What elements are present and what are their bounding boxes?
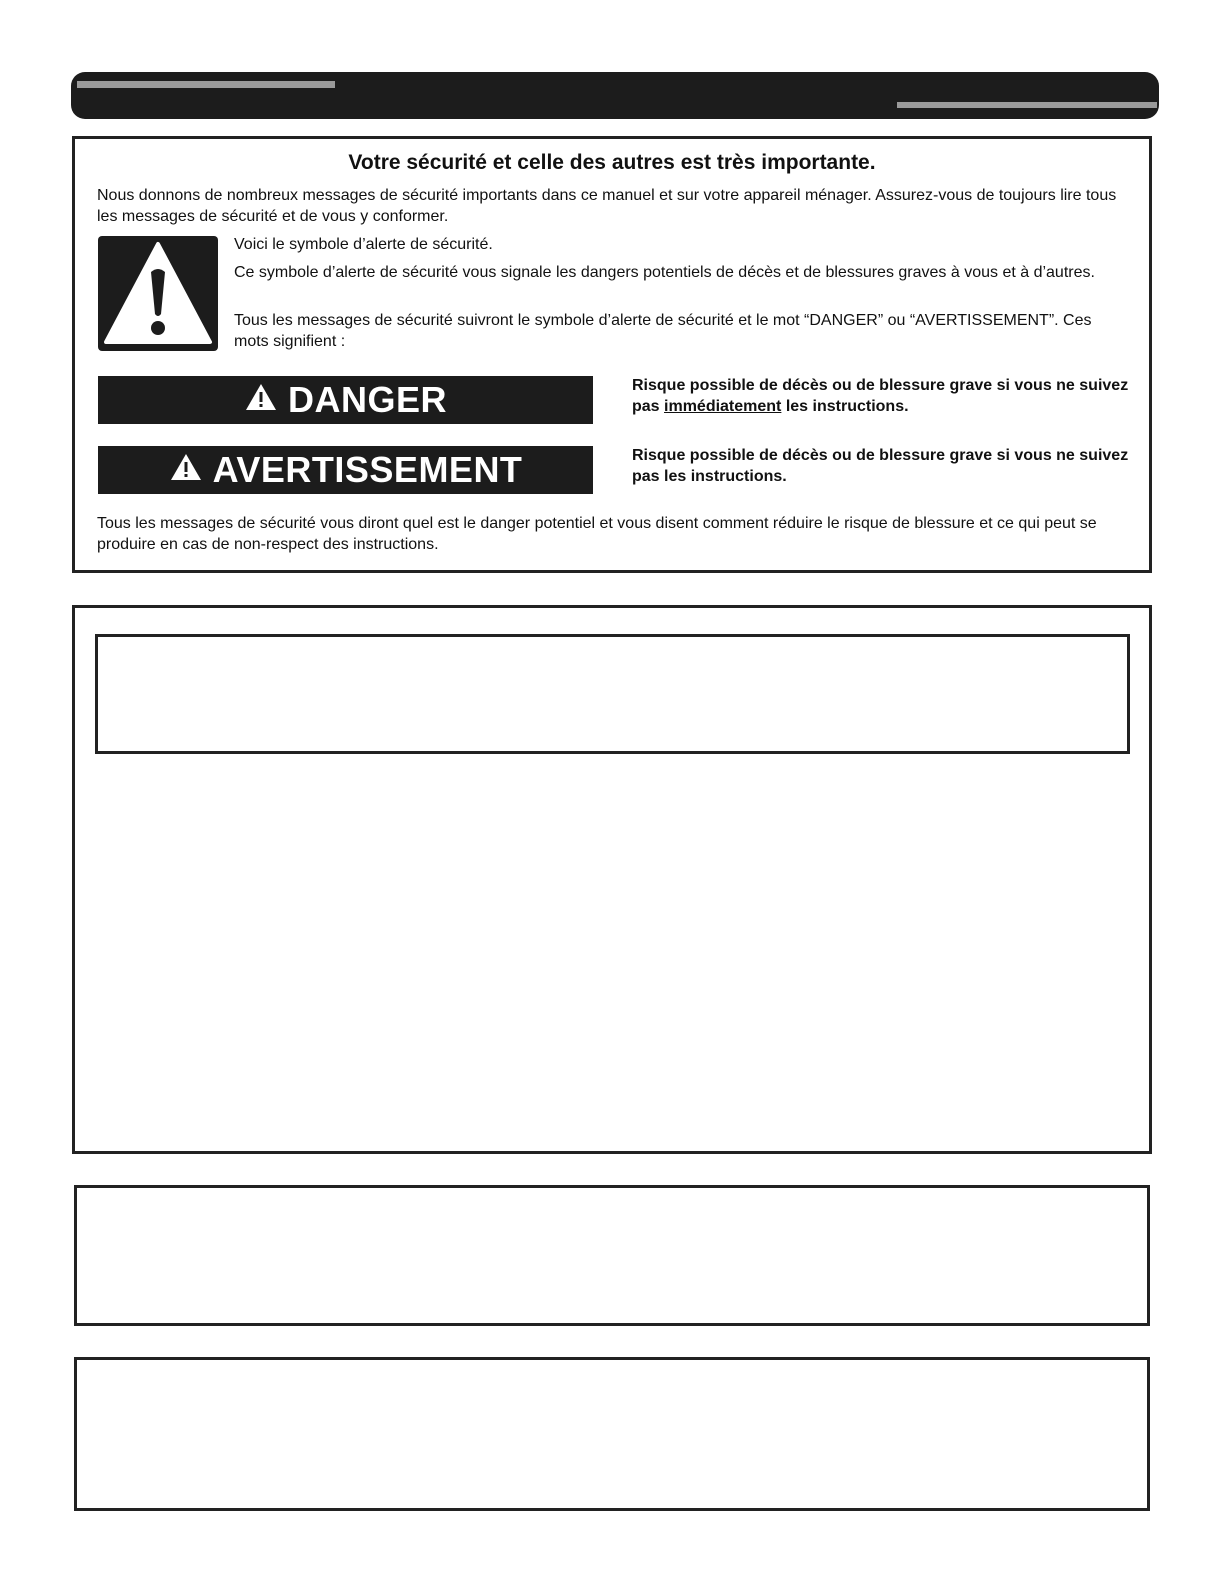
symbol-line-1: Voici le symbole d’alerte de sécurité. <box>234 236 493 253</box>
instructions-box <box>72 605 1152 1154</box>
warning-triangle-icon <box>169 449 203 491</box>
safety-message-box <box>72 136 1152 573</box>
safety-title: Votre sécurité et celle des autres est très importante. <box>348 151 876 174</box>
symbol-line-3: Tous les messages de sécurité suivront le symbole d’alerte de sécurité et le mot “DANGER” ou “AVERTISSEMENT”. Ces mots signifient : <box>234 312 1092 350</box>
danger-desc-underlined: immédiatement <box>664 398 782 415</box>
header-bar <box>71 72 1159 119</box>
safety-footer: Tous les messages de sécurité vous diront quel est le danger potentiel et vous disent comment réduire le risque de blessure et ce qui peut se produire en cas de non-respect des instructions. <box>97 515 1097 553</box>
notice-box-1 <box>74 1185 1150 1326</box>
warning-signal-bar <box>98 446 593 494</box>
symbol-line-2: Ce symbole d’alerte de sécurité vous signale les dangers potentiels de décès et de blessures graves à vous et à d’autres. <box>234 264 1095 281</box>
notice-box-2 <box>74 1357 1150 1511</box>
danger-desc-after: les instructions. <box>781 398 909 415</box>
safety-intro: Nous donnons de nombreux messages de sécurité importants dans ce manuel et sur votre appareil ménager. Assurez-vous de toujours lire tous les messages de sécurité et de vous y conformer. <box>97 187 1117 225</box>
header-stripe-right <box>897 102 1157 108</box>
danger-desc-before: Risque possible de décès ou de blessure grave si vous ne suivez pas <box>632 377 1129 415</box>
instructions-header-box <box>95 634 1130 754</box>
warning-triangle-icon <box>244 379 278 421</box>
danger-label: DANGER <box>287 379 447 420</box>
header-stripe-left <box>77 81 335 88</box>
danger-description <box>632 375 1132 417</box>
warning-description: Risque possible de décès ou de blessure grave si vous ne suivez pas les instructions. <box>632 447 1129 485</box>
warning-label: AVERTISSEMENT <box>212 449 523 490</box>
safety-alert-triangle-icon <box>98 236 218 351</box>
danger-signal-bar <box>98 376 593 424</box>
